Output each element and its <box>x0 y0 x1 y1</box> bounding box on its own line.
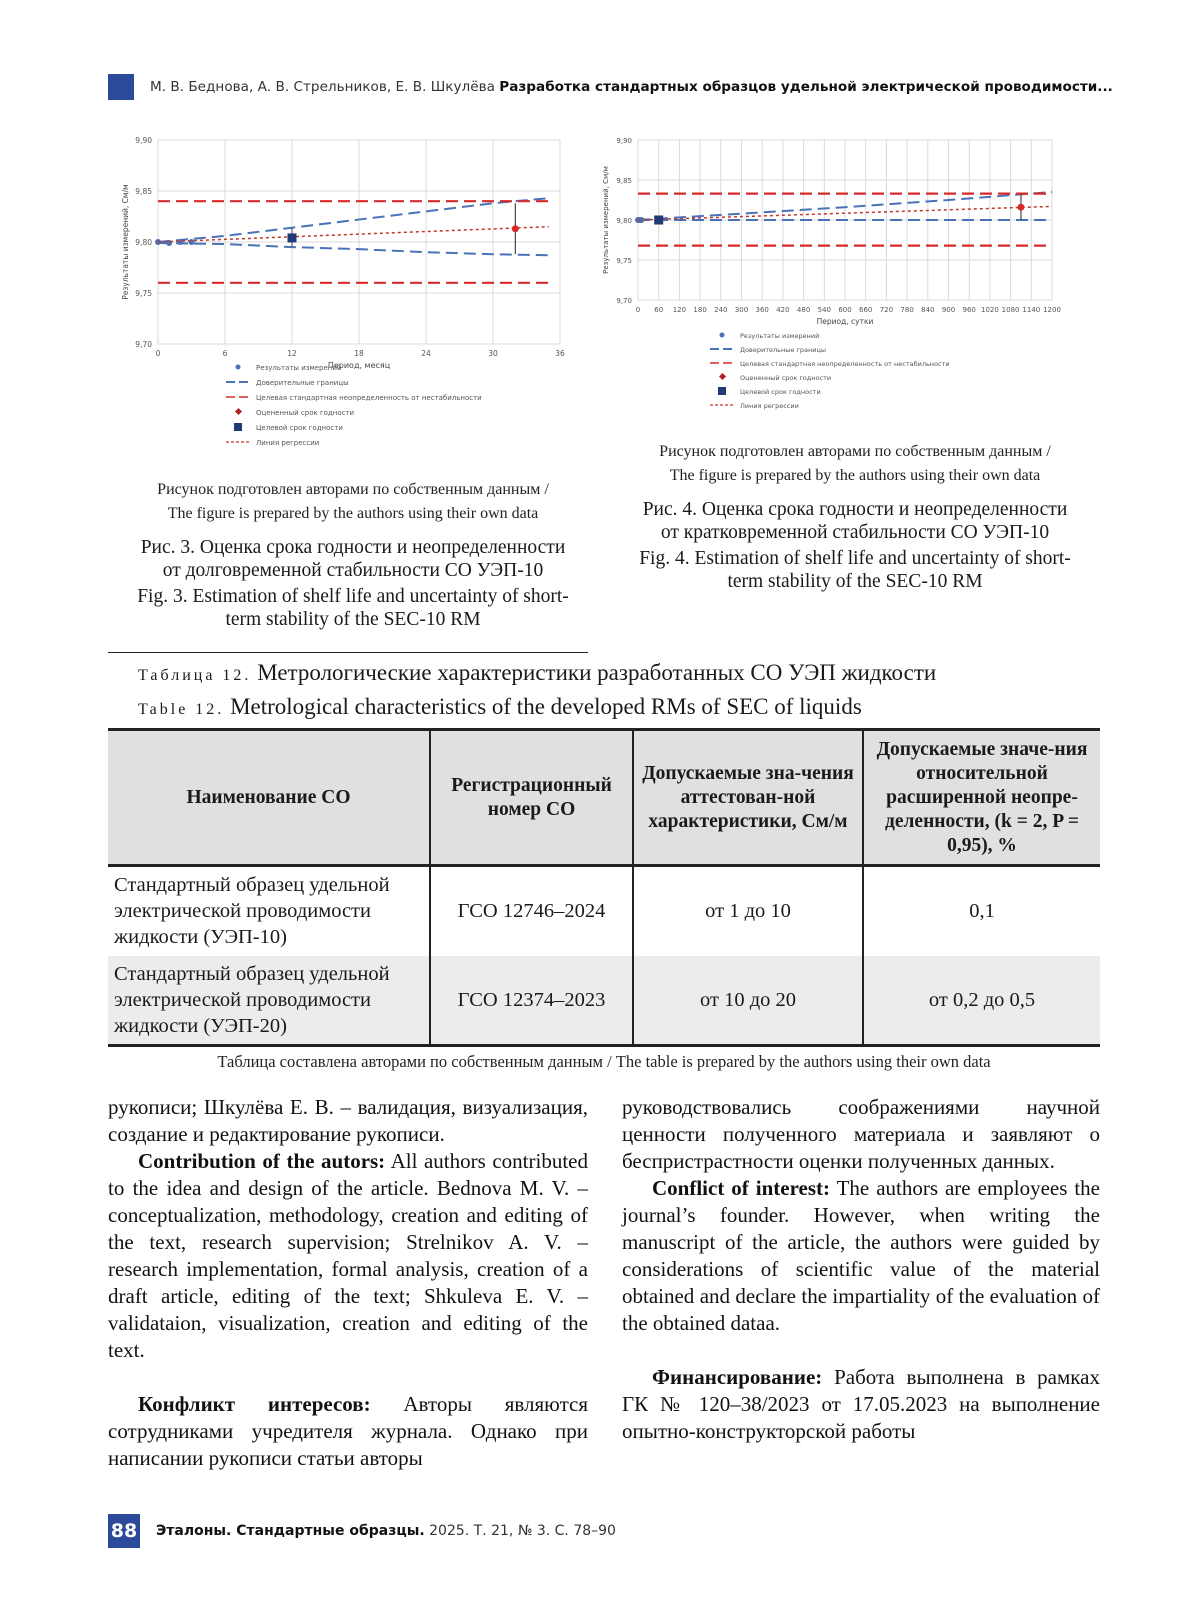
x-tick-label: 720 <box>879 306 894 314</box>
x-tick-label: 120 <box>672 306 687 314</box>
target-shelf-life-marker <box>654 216 663 225</box>
y-axis-label: Результаты измерений, См/м <box>602 166 610 274</box>
x-tick-label: 0 <box>155 349 161 358</box>
left-paragraph-2 <box>108 1148 588 1364</box>
x-tick-label: 6 <box>222 349 228 358</box>
x-tick-label: 1140 <box>1022 306 1041 314</box>
figure-3-note-ru: Рисунок подготовлен авторами по собственным данным / <box>157 481 549 498</box>
journal-name: Эталоны. Стандартные образцы. <box>156 1523 425 1539</box>
table-row <box>108 866 1100 956</box>
citation-details: 2025. Т. 21, № 3. С. 78–90 <box>424 1523 616 1539</box>
legend-label: Целевой срок годности <box>740 388 821 396</box>
table-label-en: Table 12. <box>138 701 225 718</box>
figure-4-caption-en-1: Fig. 4. Estimation of shelf life and uncertainty of short- <box>639 548 1071 569</box>
cell-certified-values: от 10 до 20 <box>633 956 863 1046</box>
x-tick-label: 360 <box>755 306 769 314</box>
estimated-shelf-life-marker <box>1017 204 1024 211</box>
journal-citation <box>156 1523 616 1539</box>
running-head-text <box>150 79 1113 95</box>
x-tick-label: 240 <box>714 306 728 314</box>
y-tick-label: 9,75 <box>616 257 632 265</box>
y-tick-label: 9,85 <box>616 177 632 185</box>
legend-target-shelf-icon <box>718 387 726 395</box>
x-tick-label: 780 <box>900 306 914 314</box>
x-axis-label: Период, сутки <box>816 317 874 326</box>
table-title-ru-text: Метрологические характеристики разработанных СО УЭП жидкости <box>257 660 937 685</box>
contribution-heading: Contribution of the autors: <box>138 1149 386 1173</box>
x-tick-label: 30 <box>488 349 498 358</box>
running-head <box>108 74 1113 100</box>
conflict-text-ru: Авторы являются сотрудниками учредителя журнала. Однако при написании рукописи статьи авторы <box>108 1392 588 1470</box>
x-tick-label: 1020 <box>980 306 999 314</box>
running-head-authors: М. В. Беднова, А. В. Стрельников, Е. В. Шкулёва <box>150 79 495 95</box>
y-tick-label: 9,75 <box>135 289 152 298</box>
legend-measurement-icon <box>236 365 241 370</box>
figure-3-caption-en-1: Fig. 3. Estimation of shelf life and uncertainty of short- <box>137 586 569 607</box>
figure-4-svg <box>600 132 1105 432</box>
x-tick-label: 420 <box>776 306 790 314</box>
funding-text: Работа выполнена в рамках ГК № 120–38/2023 от 17.05.2023 на выполнение опытно-конструкторской работы <box>622 1365 1100 1443</box>
x-tick-label: 300 <box>734 306 749 314</box>
legend-target-shelf-icon <box>234 423 242 431</box>
x-tick-label: 840 <box>921 306 935 314</box>
table-label-ru: Таблица 12. <box>138 667 252 684</box>
x-tick-label: 900 <box>941 306 956 314</box>
x-tick-label: 0 <box>635 306 641 314</box>
legend-label: Доверительные границы <box>740 346 827 354</box>
confidence-bound-line <box>158 198 549 242</box>
y-tick-label: 9,85 <box>135 187 152 196</box>
figure-3-caption-ru-2: от долговременной стабильности СО УЭП-10 <box>162 560 544 581</box>
figure-4-chart <box>600 132 1105 432</box>
x-axis-label: Период, месяц <box>327 361 391 370</box>
conflict-heading-en: Conflict of interest: <box>652 1176 830 1200</box>
y-axis-label: Результаты измерений, См/м <box>121 184 130 300</box>
figure-3-caption-ru-1: Рис. 3. Оценка срока годности и неопределенности <box>140 537 566 558</box>
right-paragraph-3 <box>622 1364 1100 1445</box>
figure-3-note-en: The figure is prepared by the authors using their own data <box>167 505 539 522</box>
cell-certified-values: от 1 до 10 <box>633 866 863 956</box>
header-registration-number: Регистрационный номер СО <box>430 730 633 866</box>
figure-3-caption <box>108 536 598 631</box>
x-tick-label: 660 <box>859 306 873 314</box>
page-number: 88 <box>108 1514 140 1548</box>
brand-square-icon <box>108 74 134 100</box>
cell-registration-number: ГСО 12374–2023 <box>430 956 633 1046</box>
figure-4-caption <box>605 498 1105 593</box>
legend-label: Линия регрессии <box>740 402 799 410</box>
regression-line <box>158 227 549 242</box>
figure-4-caption-ru-2: от кратковременной стабильности СО УЭП-10 <box>660 522 1050 543</box>
legend-label: Целевой срок годности <box>256 424 343 432</box>
estimated-shelf-life-marker <box>512 225 519 232</box>
legend-label: Результаты измерений <box>256 364 342 372</box>
x-tick-label: 540 <box>817 306 831 314</box>
measurement-point <box>189 239 195 245</box>
table-title-ru <box>138 658 936 691</box>
legend-label: Оцененный срок годности <box>740 374 832 382</box>
table-source-note: Таблица составлена авторами по собственным данным / The table is prepared by the authors using their own data <box>217 1052 991 1071</box>
figure-3-chart <box>108 132 598 472</box>
figure-3-caption-en-2: term stability of the SEC-10 RM <box>225 609 481 630</box>
cell-uncertainty: от 0,2 до 0,5 <box>863 956 1100 1046</box>
figure-4-source-note <box>605 440 1105 488</box>
x-tick-label: 1080 <box>1001 306 1020 314</box>
table-title-en-text: Metrological characteristics of the developed RMs of SEC of liquids <box>230 694 862 719</box>
page-footer <box>108 1514 616 1548</box>
legend-label: Оцененный срок годности <box>256 409 355 417</box>
y-tick-label: 9,90 <box>616 137 632 145</box>
conflict-text-en: The authors are employees the journal’s founder. However, when writing the manuscript of the article, the authors were guided by considerations of scientific value of the material obtained and declare the impartiality of the evaluation of the obtained dataa. <box>622 1176 1101 1335</box>
cell-rm-name: Стандартный образец удельной электрической проводимости жидкости (УЭП-20) <box>108 956 430 1046</box>
figure-4-caption-en-2: term stability of the SEC-10 RM <box>727 571 983 592</box>
x-tick-label: 960 <box>962 306 976 314</box>
left-paragraph-1: рукописи; Шкулёва Е. В. – валидация, визуализация, создание и редактирование рукописи. <box>108 1095 588 1146</box>
figure-3-source-note <box>108 478 598 526</box>
legend-label: Результаты измерений <box>740 332 820 340</box>
right-paragraph-2 <box>622 1175 1100 1337</box>
left-paragraph-3 <box>108 1391 588 1472</box>
x-tick-label: 600 <box>838 306 852 314</box>
legend-label: Целевая стандартная неопределенность от нестабильности <box>256 394 482 402</box>
right-paragraph-1: руководствовались соображениями научной ценности полученного материала и заявляют о беспристрастности оценки полученных данных. <box>622 1095 1100 1173</box>
cell-rm-name: Стандартный образец удельной электрической проводимости жидкости (УЭП-10) <box>108 866 430 956</box>
funding-heading: Финансирование: <box>652 1365 823 1389</box>
legend-estimated-icon <box>235 408 242 415</box>
figure-4-note-ru: Рисунок подготовлен авторами по собственным данным / <box>659 443 1051 460</box>
x-tick-label: 18 <box>354 349 364 358</box>
cell-registration-number: ГСО 12746–2024 <box>430 866 633 956</box>
y-tick-label: 9,80 <box>616 217 632 225</box>
table-row <box>108 956 1100 1046</box>
conflict-heading-ru: Конфликт интересов: <box>138 1392 371 1416</box>
x-tick-label: 480 <box>796 306 811 314</box>
figure-4-note-en: The figure is prepared by the authors using their own data <box>669 467 1041 484</box>
legend-estimated-icon <box>719 373 726 380</box>
contribution-text: All authors contributed to the idea and design of the article. Bednova M. V. – conceptualization, methodology, creation and editing of the text, research supervision; Strelnikov A. V. – research implementation, formal analysis, creation of a draft article, editing of the text; Shkuleva E. V. – validataion, visualization, creation and editing of the text. <box>108 1149 588 1362</box>
metrology-table <box>108 728 1100 1047</box>
x-tick-label: 180 <box>693 306 707 314</box>
x-tick-label: 1200 <box>1043 306 1061 314</box>
target-shelf-life-marker <box>288 233 297 242</box>
cell-uncertainty: 0,1 <box>863 866 1100 956</box>
confidence-bound-line <box>158 243 549 255</box>
figure-3-svg <box>108 132 598 472</box>
figure-4-caption-ru-1: Рис. 4. Оценка срока годности и неопределенности <box>642 499 1068 520</box>
x-tick-label: 36 <box>555 349 565 358</box>
right-column <box>622 1094 1100 1445</box>
divider-line <box>108 652 588 653</box>
legend-label: Линия регрессии <box>256 439 320 447</box>
running-head-title: Разработка стандартных образцов удельной электрической проводимости... <box>499 79 1113 95</box>
legend-label: Целевая стандартная неопределенность от нестабильности <box>740 360 950 368</box>
left-column <box>108 1094 588 1472</box>
y-tick-label: 9,70 <box>616 297 632 305</box>
table-header-row <box>108 730 1100 866</box>
x-tick-label: 12 <box>287 349 297 358</box>
legend-label: Доверительные границы <box>256 379 349 387</box>
legend-measurement-icon <box>720 333 725 338</box>
y-tick-label: 9,90 <box>135 136 152 145</box>
header-rm-name: Наименование СО <box>108 730 430 866</box>
table-title-en <box>138 692 862 725</box>
header-certified-values: Допускаемые зна-чения аттестован-ной характеристики, См/м <box>633 730 863 866</box>
y-tick-label: 9,70 <box>135 340 152 349</box>
x-tick-label: 60 <box>654 306 664 314</box>
header-expanded-uncertainty: Допускаемые значе-ния относительной расширенной неопре-деленности, (k = 2, P = 0,95), % <box>863 730 1100 866</box>
x-tick-label: 24 <box>421 349 431 358</box>
y-tick-label: 9,80 <box>135 238 152 247</box>
